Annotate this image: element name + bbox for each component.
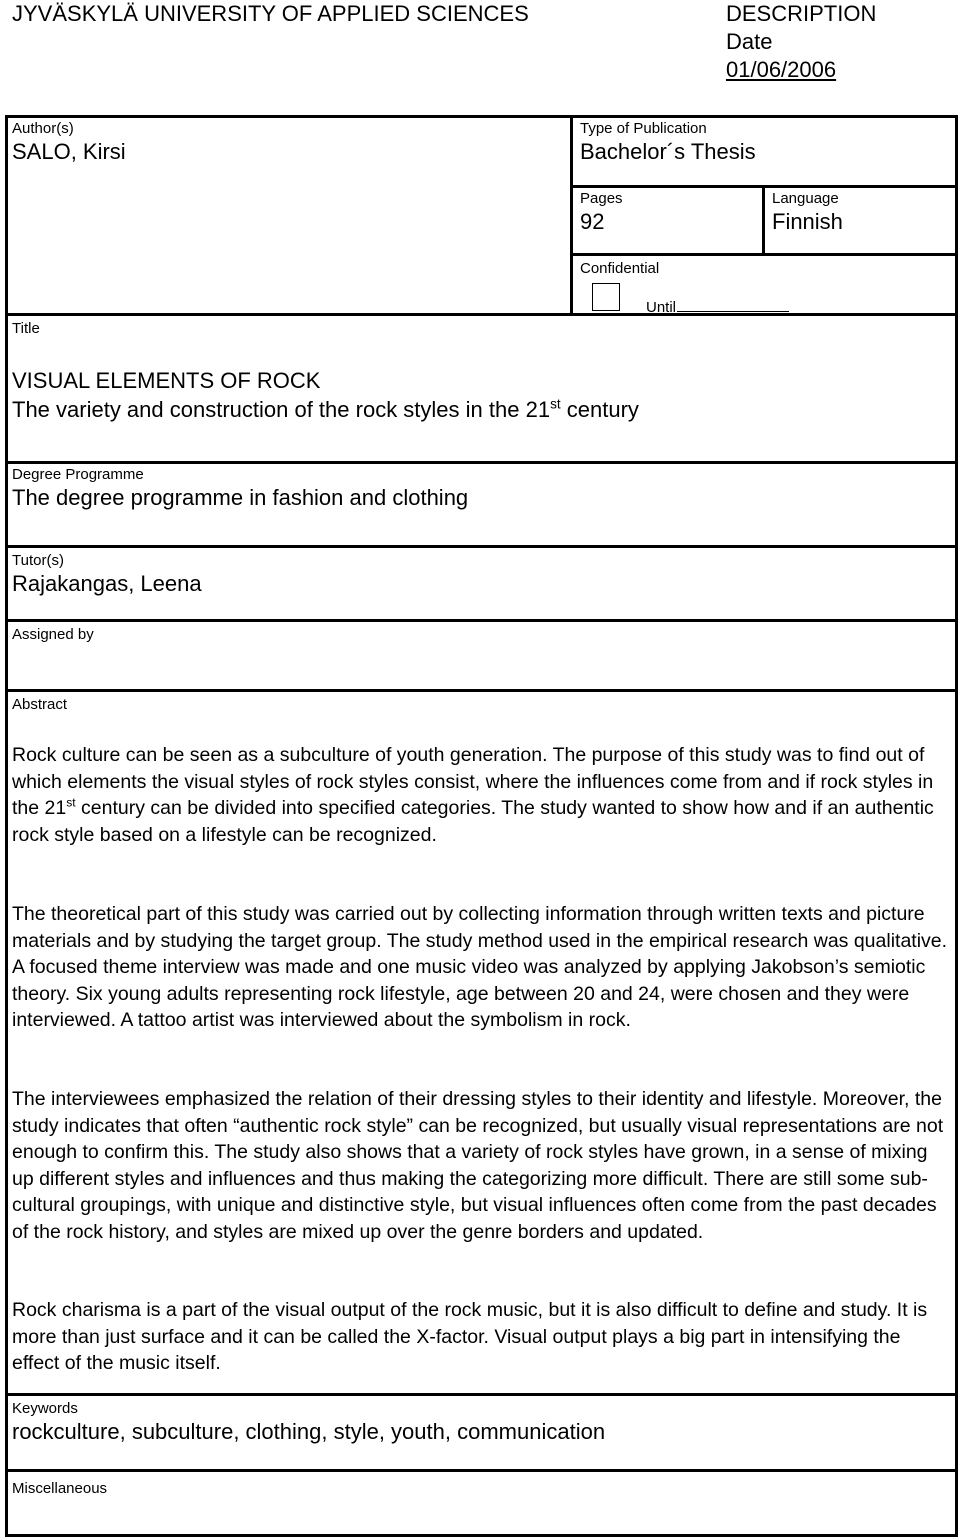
abstract-paragraph-3: The interviewees emphasized the relation of their dressing styles to their identity and lifestyle. Moreover, the study indicates that often “authentic rock style” can be recognized, but usually visual representations are not enough to confirm this. The study also shows that a variety of rock styles have grown, in a sense of mixing up different styles and influences and thus making the categorizing more difficult. There are still some sub-cultural groupings, with unique and distinctive style, but visual influences often come from the past decades of the rock history, and styles are mixed up over the genre borders and updated. (12, 1088, 944, 1243)
abstract-label: Abstract (12, 696, 68, 713)
assigned-by-label: Assigned by (12, 626, 94, 643)
until-label: Until (646, 299, 677, 316)
tutor-label: Tutor(s) (12, 552, 64, 569)
until-blank[interactable] (677, 297, 789, 312)
pages-value: 92 (580, 209, 605, 234)
title-line-2: The variety and construction of the rock styles in the 21st century (12, 396, 639, 422)
degree-programme-value: The degree programme in fashion and clothing (12, 485, 469, 510)
language-label: Language (772, 190, 839, 207)
publication-type-value: Bachelor´s Thesis (580, 139, 756, 164)
abstract-paragraph-4: Rock charisma is a part of the visual output of the rock music, but it is also difficult to define and study. It is more than just surface and it can be called the X-factor. Visual output plays a big part in intensifying the effect of the music itself. (12, 1299, 928, 1374)
until-field (646, 297, 789, 317)
document-type: DESCRIPTION (726, 1, 877, 26)
publication-type-label: Type of Publication (580, 120, 707, 137)
confidential-label: Confidential (580, 260, 660, 277)
author-value: SALO, Kirsi (12, 139, 126, 164)
date-label: Date (726, 29, 773, 54)
author-label: Author(s) (12, 120, 74, 137)
abstract-paragraph-2: The theoretical part of this study was carried out by collecting information through written texts and picture materials and by studying the target group. The study method used in the empirical research was qualitative. A focused theme interview was made and one music video was analyzed by applying Jakobson’s semiotic theory. Six young adults representing rock lifestyle, age between 20 and 24, were chosen and they were interviewed. A tattoo artist was interviewed about the symbolism in rock. (12, 903, 948, 1031)
miscellaneous-label: Miscellaneous (12, 1480, 108, 1497)
title-line-1: VISUAL ELEMENTS OF ROCK (12, 368, 321, 393)
keywords-value: rockculture, subculture, clothing, style, youth, communication (12, 1419, 606, 1444)
tutor-value: Rajakangas, Leena (12, 571, 202, 596)
pages-label: Pages (580, 190, 623, 207)
title-label: Title (12, 320, 40, 337)
keywords-label: Keywords (12, 1400, 78, 1417)
degree-programme-label: Degree Programme (12, 466, 144, 483)
language-value: Finnish (772, 209, 843, 234)
date-value: 01/06/2006 (726, 57, 837, 82)
institution-name: JYVÄSKYLÄ UNIVERSITY OF APPLIED SCIENCES (12, 1, 529, 26)
abstract-paragraph-1: Rock culture can be seen as a subculture of youth generation. The purpose of this study was to find out of which elements the visual styles of rock styles consist, where the influences come from and if rock styles in the 21st century can be divided into specified categories. The study wanted to show how and if an authentic rock style based on a lifestyle can be recognized. (12, 744, 934, 846)
confidential-checkbox[interactable] (592, 283, 620, 311)
